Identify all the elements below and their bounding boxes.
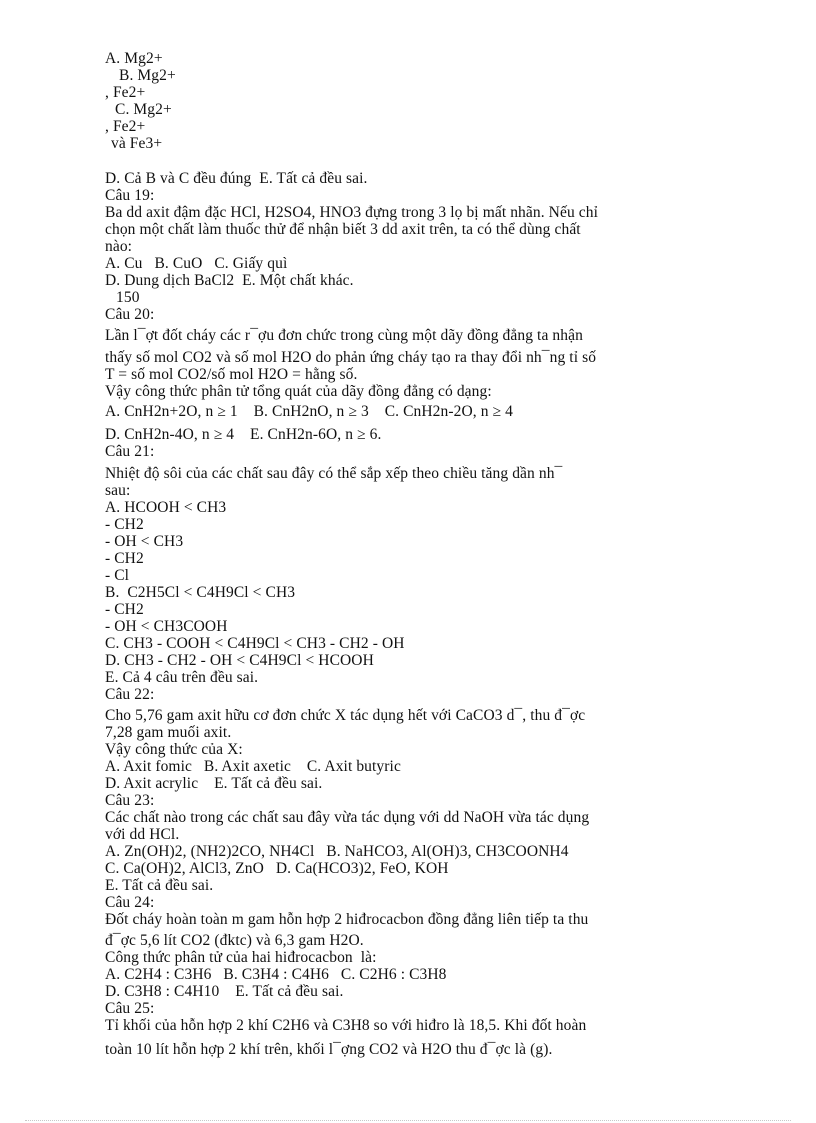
- text-line: Câu 20:: [105, 306, 155, 323]
- text-line: Lần l¯ợt đốt cháy các r¯ợu đơn chức trong cùng một dãy đồng đẳng ta nhận: [105, 327, 583, 344]
- text-line: Tỉ khối của hỗn hợp 2 khí C2H6 và C3H8 so với hiđro là 18,5. Khi đốt hoàn: [105, 1017, 587, 1034]
- text-line: - CH2: [105, 550, 144, 567]
- text-line: D. C3H8 : C4H10 E. Tất cả đều sai.: [105, 983, 344, 1000]
- text-line: A. CnH2n+2O, n ≥ 1 B. CnH2nO, n ≥ 3 C. CnH2n-2O, n ≥ 4: [105, 403, 513, 420]
- text-line: - OH < CH3: [105, 533, 184, 550]
- text-line: sau:: [105, 482, 131, 499]
- text-line: với dd HCl.: [105, 826, 180, 843]
- text-line: thấy số mol CO2 và số mol H2O do phản ứng cháy tạo ra thay đổi nh¯ng tỉ số: [105, 349, 597, 366]
- text-line: và Fe3+: [111, 135, 163, 152]
- text-line: B. C2H5Cl < C4H9Cl < CH3: [105, 584, 296, 601]
- text-line: , Fe2+: [105, 118, 146, 135]
- text-line: Câu 22:: [105, 686, 155, 703]
- text-line: A. HCOOH < CH3: [105, 499, 227, 516]
- text-line: - CH2: [105, 601, 144, 618]
- text-line: E. Tất cả đều sai.: [105, 877, 214, 894]
- text-line: toàn 10 lít hỗn hợp 2 khí trên, khối l¯ợng CO2 và H2O thu đ¯ợc là (g).: [105, 1041, 553, 1058]
- text-line: , Fe2+: [105, 84, 146, 101]
- text-line: Nhiệt độ sôi của các chất sau đây có thể sắp xếp theo chiều tăng dần nh¯: [105, 465, 563, 482]
- text-line: B. Mg2+: [119, 67, 176, 84]
- text-line: A. C2H4 : C3H6 B. C3H4 : C4H6 C. C2H6 : C3H8: [105, 966, 447, 983]
- text-line: Câu 24:: [105, 894, 155, 911]
- text-line: Công thức phân tử của hai hiđrocacbon là:: [105, 949, 377, 966]
- text-line: Vậy công thức của X:: [105, 741, 243, 758]
- text-line: Câu 25:: [105, 1000, 155, 1017]
- text-line: C. CH3 - COOH < C4H9Cl < CH3 - CH2 - OH: [105, 635, 405, 652]
- text-line: D. CH3 - CH2 - OH < C4H9Cl < HCOOH: [105, 652, 374, 669]
- text-line: Ba dd axit đậm đặc HCl, H2SO4, HNO3 đựng trong 3 lọ bị mất nhãn. Nếu chỉ: [105, 204, 599, 221]
- text-line: Câu 21:: [105, 443, 155, 460]
- page-bottom-divider: [25, 1120, 791, 1121]
- text-line: A. Cu B. CuO C. Giấy quì: [105, 255, 288, 272]
- text-line: A. Mg2+: [105, 50, 163, 67]
- text-line: Đốt cháy hoàn toàn m gam hỗn hợp 2 hiđrocacbon đồng đẳng liên tiếp ta thu: [105, 911, 589, 928]
- text-line: C. Ca(OH)2, AlCl3, ZnO D. Ca(HCO3)2, FeO, KOH: [105, 860, 449, 877]
- text-line: C. Mg2+: [115, 101, 172, 118]
- text-line: D. Cả B và C đều đúng E. Tất cả đều sai.: [105, 170, 368, 187]
- text-line: Câu 19:: [105, 187, 155, 204]
- text-line: A. Axit fomic B. Axit axetic C. Axit butyric: [105, 758, 401, 775]
- text-line: A. Zn(OH)2, (NH2)2CO, NH4Cl B. NaHCO3, Al(OH)3, CH3COONH4: [105, 843, 569, 860]
- text-line: Cho 5,76 gam axit hữu cơ đơn chức X tác dụng hết với CaCO3 d¯, thu đ¯ợc: [105, 707, 586, 724]
- text-line: E. Cả 4 câu trên đều sai.: [105, 669, 259, 686]
- text-line: Vậy công thức phân tử tổng quát của dãy đồng đẳng có dạng:: [105, 383, 492, 400]
- text-line: D. CnH2n-4O, n ≥ 4 E. CnH2n-6O, n ≥ 6.: [105, 426, 382, 443]
- text-line: - CH2: [105, 516, 144, 533]
- text-line: Các chất nào trong các chất sau đây vừa tác dụng với dd NaOH vừa tác dụng: [105, 809, 590, 826]
- text-line: nào:: [105, 238, 133, 255]
- text-line: T = số mol CO2/số mol H2O = hằng số.: [105, 366, 358, 383]
- text-line: D. Dung dịch BaCl2 E. Một chất khác.: [105, 272, 354, 289]
- text-line: - Cl: [105, 567, 130, 584]
- text-line: chọn một chất làm thuốc thử để nhận biết 3 dd axit trên, ta có thể dùng chất: [105, 221, 581, 238]
- text-line: đ¯ợc 5,6 lít CO2 (đktc) và 6,3 gam H2O.: [105, 932, 364, 949]
- text-line: - OH < CH3COOH: [105, 618, 228, 635]
- text-line: 7,28 gam muối axit.: [105, 724, 232, 741]
- text-line: 150: [116, 289, 140, 306]
- text-line: Câu 23:: [105, 792, 155, 809]
- text-line: D. Axit acrylic E. Tất cả đều sai.: [105, 775, 323, 792]
